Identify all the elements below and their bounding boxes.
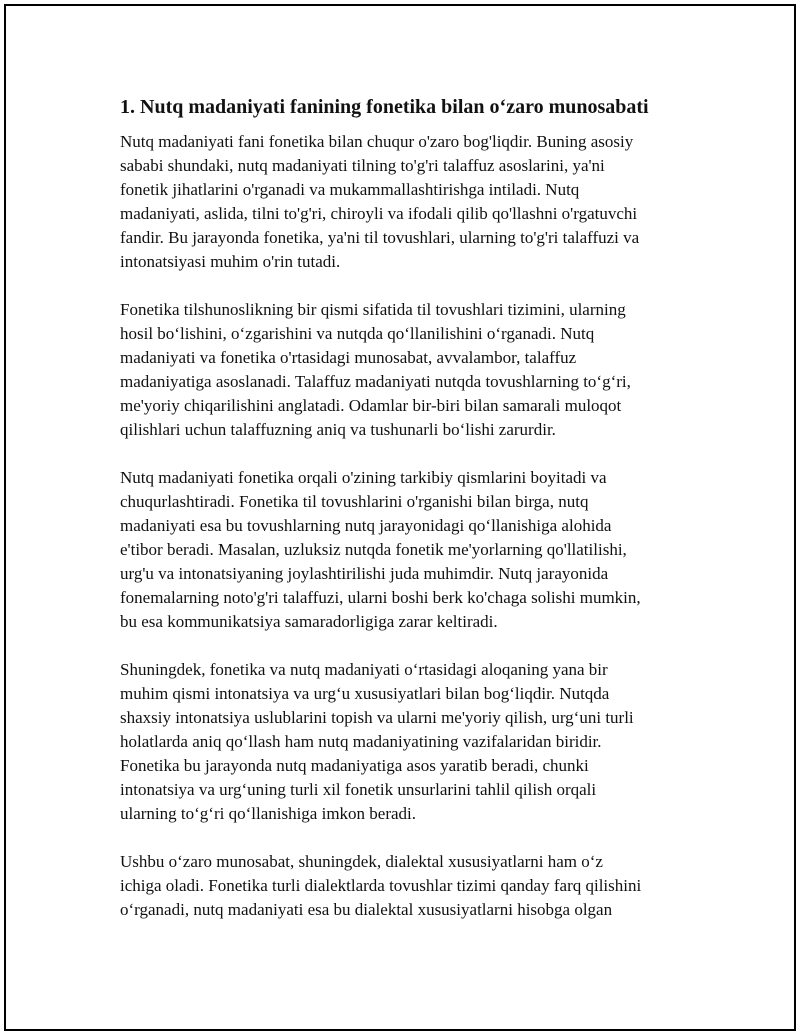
text-line: madaniyatiga asoslanadi. Talaffuz madaniyati nutqda tovushlarning to‘g‘ri,	[120, 372, 631, 391]
text-line: urg'u va intonatsiyaning joylashtirilishi juda muhimdir. Nutq jarayonida	[120, 564, 609, 583]
text-line: me'yoriy chiqarilishini anglatadi. Odamlar bir-biri bilan samarali muloqot	[120, 396, 622, 415]
section-heading: 1. Nutq madaniyati fanining fonetika bilan o‘zaro munosabati	[120, 96, 649, 118]
text-line: sababi shundaki, nutq madaniyati tilning to'g'ri talaffuz asoslarini, ya'ni	[120, 156, 605, 175]
paragraph	[120, 130, 702, 274]
text-line: ichiga oladi. Fonetika turli dialektlarda tovushlar tizimi qanday farq qilishini	[120, 876, 642, 895]
paragraph	[120, 658, 702, 826]
document-body	[120, 94, 702, 946]
text-line: fandir. Bu jarayonda fonetika, ya'ni til tovushlari, ularning to'g'ri talaffuzi va	[120, 228, 640, 247]
text-line: muhim qismi intonatsiya va urg‘u xususiyatlari bilan bog‘liqdir. Nutqda	[120, 684, 610, 703]
text-line: shaxsiy intonatsiya uslublarini topish va ularni me'yoriy qilish, urg‘uni turli	[120, 708, 634, 727]
text-line: holatlarda aniq qo‘llash ham nutq madaniyatining vazifalaridan biridir.	[120, 732, 602, 751]
paragraph	[120, 850, 702, 922]
paragraph	[120, 298, 702, 442]
text-line: Nutq madaniyati fani fonetika bilan chuqur o'zaro bog'liqdir. Buning asosiy	[120, 132, 634, 151]
text-line: madaniyati esa bu tovushlarning nutq jarayonidagi qo‘llanishiga alohida	[120, 516, 612, 535]
text-line: e'tibor beradi. Masalan, uzluksiz nutqda fonetik me'yorlarning qo'llatilishi,	[120, 540, 627, 559]
text-line: Fonetika tilshunoslikning bir qismi sifatida til tovushlari tizimini, ularning	[120, 300, 626, 319]
text-line: fonetik jihatlarini o'rganadi va mukammallashtirishga intiladi. Nutq	[120, 180, 580, 199]
text-line: chuqurlashtiradi. Fonetika til tovushlarini o'rganishi bilan birga, nutq	[120, 492, 589, 511]
text-line: Shuningdek, fonetika va nutq madaniyati o‘rtasidagi aloqaning yana bir	[120, 660, 608, 679]
document-page	[4, 4, 796, 1031]
paragraph-list	[120, 130, 702, 922]
text-line: fonemalarning noto'g'ri talaffuzi, ularni boshi berk ko'chaga solishi mumkin,	[120, 588, 641, 607]
text-line: qilishlari uchun talaffuzning aniq va tushunarli bo‘lishi zarurdir.	[120, 420, 556, 439]
text-line: intonatsiya va urg‘uning turli xil fonetik unsurlarini tahlil qilish orqali	[120, 780, 597, 799]
text-line: ularning to‘g‘ri qo‘llanishiga imkon beradi.	[120, 804, 417, 823]
text-line: intonatsiyasi muhim o'rin tutadi.	[120, 252, 341, 271]
paragraph	[120, 466, 702, 634]
text-line: madaniyati va fonetika o'rtasidagi munosabat, avvalambor, talaffuz	[120, 348, 577, 367]
text-line: madaniyati, aslida, tilni to'g'ri, chiroyli va ifodali qilib qo'llashni o'rgatuvchi	[120, 204, 638, 223]
text-line: hosil bo‘lishini, o‘zgarishini va nutqda qo‘llanilishini o‘rganadi. Nutq	[120, 324, 595, 343]
text-line: Nutq madaniyati fonetika orqali o'zining tarkibiy qismlarini boyitadi va	[120, 468, 607, 487]
text-line: Ushbu o‘zaro munosabat, shuningdek, dialektal xususiyatlarni ham o‘z	[120, 852, 603, 871]
text-line: bu esa kommunikatsiya samaradorligiga zarar keltiradi.	[120, 612, 498, 631]
text-line: o‘rganadi, nutq madaniyati esa bu dialektal xususiyatlarni hisobga olgan	[120, 900, 613, 919]
text-line: Fonetika bu jarayonda nutq madaniyatiga asos yaratib beradi, chunki	[120, 756, 589, 775]
